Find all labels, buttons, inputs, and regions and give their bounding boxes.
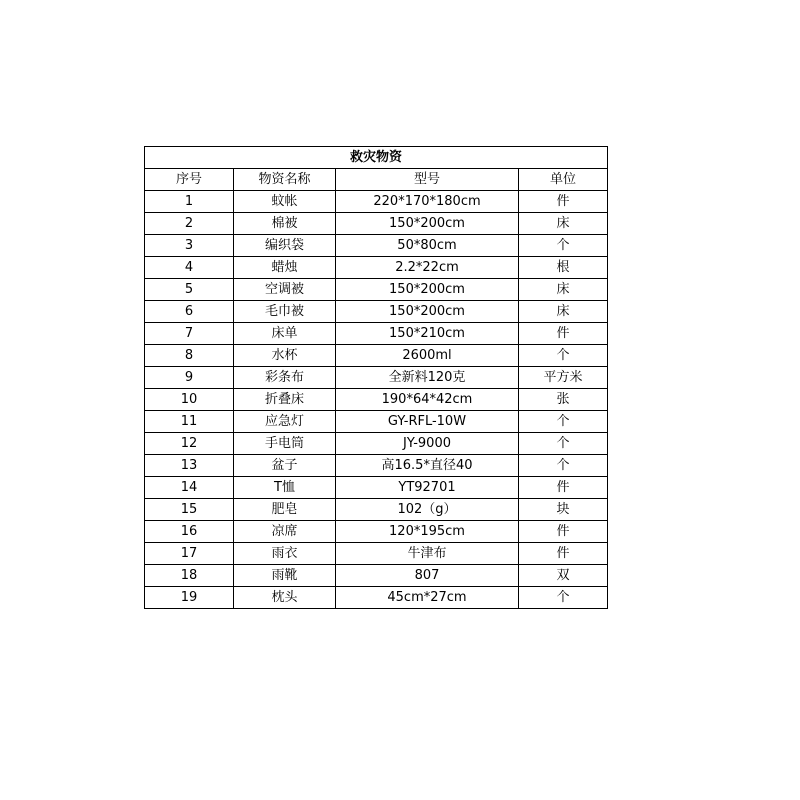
cell-unit: 个 bbox=[519, 411, 608, 433]
cell-unit: 床 bbox=[519, 213, 608, 235]
cell-unit: 根 bbox=[519, 257, 608, 279]
table-row bbox=[145, 499, 608, 521]
table-row bbox=[145, 543, 608, 565]
table-row bbox=[145, 323, 608, 345]
cell-model: 220*170*180cm bbox=[336, 191, 519, 213]
relief-supplies-table bbox=[144, 146, 608, 609]
cell-index: 7 bbox=[145, 323, 234, 345]
cell-index: 6 bbox=[145, 301, 234, 323]
table-row bbox=[145, 213, 608, 235]
cell-model: 150*200cm bbox=[336, 213, 519, 235]
cell-name: 棉被 bbox=[234, 213, 336, 235]
cell-index: 1 bbox=[145, 191, 234, 213]
header-cell-model: 型号 bbox=[336, 169, 519, 191]
cell-model: 45cm*27cm bbox=[336, 587, 519, 609]
cell-index: 19 bbox=[145, 587, 234, 609]
cell-unit: 张 bbox=[519, 389, 608, 411]
cell-model: 807 bbox=[336, 565, 519, 587]
cell-index: 4 bbox=[145, 257, 234, 279]
cell-name: 空调被 bbox=[234, 279, 336, 301]
table-row bbox=[145, 433, 608, 455]
table-row bbox=[145, 279, 608, 301]
table-row bbox=[145, 389, 608, 411]
header-cell-name: 物资名称 bbox=[234, 169, 336, 191]
cell-index: 15 bbox=[145, 499, 234, 521]
cell-model: GY-RFL-10W bbox=[336, 411, 519, 433]
cell-index: 17 bbox=[145, 543, 234, 565]
cell-unit: 件 bbox=[519, 543, 608, 565]
table-row bbox=[145, 587, 608, 609]
cell-unit: 个 bbox=[519, 345, 608, 367]
cell-model: 190*64*42cm bbox=[336, 389, 519, 411]
table-row bbox=[145, 455, 608, 477]
cell-unit: 个 bbox=[519, 587, 608, 609]
header-row bbox=[145, 169, 608, 191]
cell-unit: 件 bbox=[519, 521, 608, 543]
cell-index: 8 bbox=[145, 345, 234, 367]
cell-name: 蜡烛 bbox=[234, 257, 336, 279]
cell-index: 2 bbox=[145, 213, 234, 235]
cell-name: 凉席 bbox=[234, 521, 336, 543]
table-row bbox=[145, 565, 608, 587]
cell-name: 床单 bbox=[234, 323, 336, 345]
table-row bbox=[145, 301, 608, 323]
cell-model: 50*80cm bbox=[336, 235, 519, 257]
cell-unit: 件 bbox=[519, 323, 608, 345]
cell-unit: 个 bbox=[519, 455, 608, 477]
cell-name: 蚊帐 bbox=[234, 191, 336, 213]
cell-model: YT92701 bbox=[336, 477, 519, 499]
cell-index: 10 bbox=[145, 389, 234, 411]
title-row bbox=[145, 147, 608, 169]
cell-index: 18 bbox=[145, 565, 234, 587]
cell-name: 盆子 bbox=[234, 455, 336, 477]
header-cell-unit: 单位 bbox=[519, 169, 608, 191]
cell-unit: 块 bbox=[519, 499, 608, 521]
cell-name: 折叠床 bbox=[234, 389, 336, 411]
cell-index: 14 bbox=[145, 477, 234, 499]
table-row bbox=[145, 345, 608, 367]
cell-name: 编织袋 bbox=[234, 235, 336, 257]
cell-index: 11 bbox=[145, 411, 234, 433]
cell-name: 雨衣 bbox=[234, 543, 336, 565]
cell-name: 枕头 bbox=[234, 587, 336, 609]
table-row bbox=[145, 411, 608, 433]
cell-name: 肥皂 bbox=[234, 499, 336, 521]
cell-name: 雨靴 bbox=[234, 565, 336, 587]
table-row bbox=[145, 477, 608, 499]
cell-unit: 床 bbox=[519, 279, 608, 301]
cell-index: 16 bbox=[145, 521, 234, 543]
cell-unit: 个 bbox=[519, 433, 608, 455]
cell-unit: 平方米 bbox=[519, 367, 608, 389]
cell-model: 102（g） bbox=[336, 499, 519, 521]
cell-name: 水杯 bbox=[234, 345, 336, 367]
cell-model: JY-9000 bbox=[336, 433, 519, 455]
cell-index: 5 bbox=[145, 279, 234, 301]
cell-model: 2600ml bbox=[336, 345, 519, 367]
cell-index: 13 bbox=[145, 455, 234, 477]
cell-unit: 件 bbox=[519, 477, 608, 499]
cell-name: 毛巾被 bbox=[234, 301, 336, 323]
cell-name: 应急灯 bbox=[234, 411, 336, 433]
table-row bbox=[145, 521, 608, 543]
table-row bbox=[145, 191, 608, 213]
table-row bbox=[145, 367, 608, 389]
cell-index: 3 bbox=[145, 235, 234, 257]
cell-model: 150*210cm bbox=[336, 323, 519, 345]
cell-model: 牛津布 bbox=[336, 543, 519, 565]
cell-model: 120*195cm bbox=[336, 521, 519, 543]
cell-unit: 件 bbox=[519, 191, 608, 213]
cell-model: 全新料120克 bbox=[336, 367, 519, 389]
cell-model: 高16.5*直径40 bbox=[336, 455, 519, 477]
cell-model: 150*200cm bbox=[336, 279, 519, 301]
cell-model: 150*200cm bbox=[336, 301, 519, 323]
cell-unit: 双 bbox=[519, 565, 608, 587]
cell-name: 彩条布 bbox=[234, 367, 336, 389]
table-title: 救灾物资 bbox=[145, 147, 608, 169]
table-body bbox=[145, 191, 608, 609]
cell-name: T恤 bbox=[234, 477, 336, 499]
table-row bbox=[145, 257, 608, 279]
cell-unit: 床 bbox=[519, 301, 608, 323]
cell-unit: 个 bbox=[519, 235, 608, 257]
cell-model: 2.2*22cm bbox=[336, 257, 519, 279]
cell-name: 手电筒 bbox=[234, 433, 336, 455]
cell-index: 12 bbox=[145, 433, 234, 455]
cell-index: 9 bbox=[145, 367, 234, 389]
table-row bbox=[145, 235, 608, 257]
header-cell-index: 序号 bbox=[145, 169, 234, 191]
